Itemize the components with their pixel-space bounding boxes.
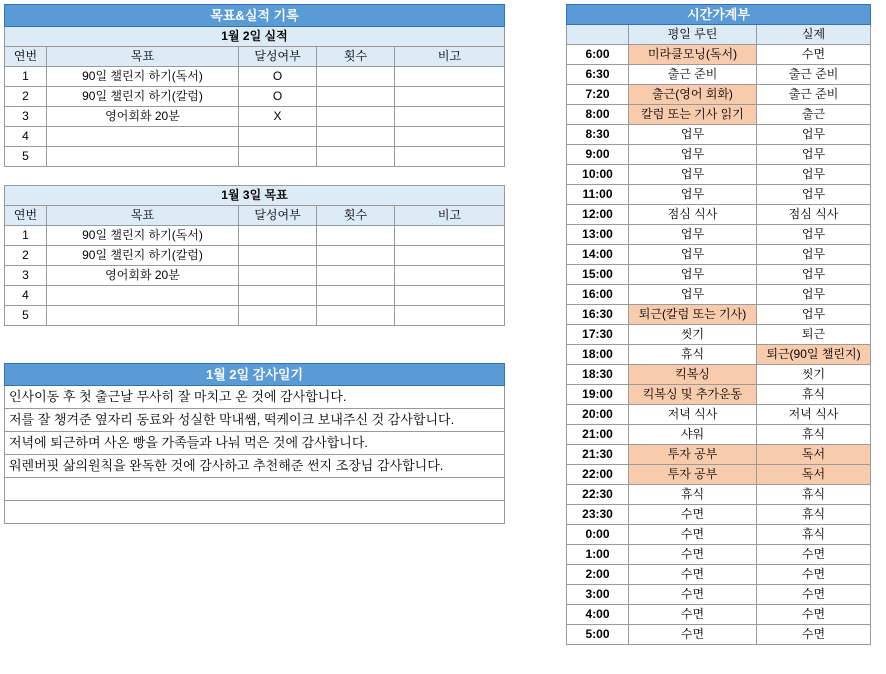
- cell-actual[interactable]: 퇴근: [757, 325, 871, 345]
- cell-routine[interactable]: 수면: [629, 505, 757, 525]
- diary-row[interactable]: [5, 478, 505, 501]
- cell-done[interactable]: [239, 147, 317, 167]
- cell-count[interactable]: [317, 67, 395, 87]
- cell-routine[interactable]: 미라클모닝(독서): [629, 45, 757, 65]
- cell-actual[interactable]: 수면: [757, 565, 871, 585]
- cell-actual[interactable]: 수면: [757, 545, 871, 565]
- cell-actual[interactable]: 저녁 식사: [757, 405, 871, 425]
- cell-goal[interactable]: 영어회화 20분: [47, 266, 239, 286]
- cell-time[interactable]: 5:00: [567, 625, 629, 645]
- cell-goal[interactable]: [47, 147, 239, 167]
- timetable-row[interactable]: [567, 565, 871, 585]
- cell-goal[interactable]: [47, 286, 239, 306]
- cell-actual[interactable]: 출근 준비: [757, 85, 871, 105]
- cell-actual[interactable]: 씻기: [757, 365, 871, 385]
- cell-routine[interactable]: 점심 식사: [629, 205, 757, 225]
- table-row[interactable]: [5, 266, 505, 286]
- cell-routine[interactable]: 업무: [629, 265, 757, 285]
- cell-actual[interactable]: 휴식: [757, 505, 871, 525]
- cell-routine[interactable]: 출근(영어 회화): [629, 85, 757, 105]
- goal-plan-header-row: [5, 206, 505, 226]
- timetable-title: 시간가계부: [567, 5, 871, 25]
- cell-routine[interactable]: 휴식: [629, 345, 757, 365]
- cell-no[interactable]: 2: [5, 87, 47, 107]
- cell-routine[interactable]: 킥복싱 및 추가운동: [629, 385, 757, 405]
- cell-no[interactable]: 5: [5, 147, 47, 167]
- cell-no[interactable]: 5: [5, 306, 47, 326]
- cell-memo[interactable]: [395, 87, 505, 107]
- cell-actual[interactable]: 출근: [757, 105, 871, 125]
- cell-actual[interactable]: 업무: [757, 265, 871, 285]
- cell-count[interactable]: [317, 226, 395, 246]
- cell-time[interactable]: 4:00: [567, 605, 629, 625]
- timetable-row[interactable]: [567, 205, 871, 225]
- cell-count[interactable]: [317, 306, 395, 326]
- column-header-goal: 목표: [47, 206, 239, 226]
- table-row[interactable]: [5, 306, 505, 326]
- diary-title: 1월 2일 감사일기: [5, 364, 505, 386]
- diary-row[interactable]: [5, 386, 505, 409]
- cell-actual[interactable]: 독서: [757, 465, 871, 485]
- cell-actual[interactable]: 휴식: [757, 485, 871, 505]
- cell-time[interactable]: 20:00: [567, 405, 629, 425]
- cell-time[interactable]: 6:30: [567, 65, 629, 85]
- cell-time[interactable]: 16:30: [567, 305, 629, 325]
- table-row[interactable]: [5, 67, 505, 87]
- cell-no[interactable]: 4: [5, 286, 47, 306]
- timetable-row[interactable]: [567, 445, 871, 465]
- cell-count[interactable]: [317, 266, 395, 286]
- cell-goal[interactable]: [47, 127, 239, 147]
- cell-routine[interactable]: 씻기: [629, 325, 757, 345]
- cell-routine[interactable]: 업무: [629, 125, 757, 145]
- cell-routine[interactable]: 퇴근(칼럼 또는 기사): [629, 305, 757, 325]
- cell-actual[interactable]: 업무: [757, 165, 871, 185]
- cell-routine[interactable]: 수면: [629, 585, 757, 605]
- timetable-row[interactable]: [567, 165, 871, 185]
- column-header-routine: 평일 루틴: [629, 25, 757, 45]
- cell-routine[interactable]: 업무: [629, 165, 757, 185]
- cell-routine[interactable]: 휴식: [629, 485, 757, 505]
- cell-time[interactable]: 1:00: [567, 545, 629, 565]
- timetable-row[interactable]: [567, 265, 871, 285]
- cell-time[interactable]: 10:00: [567, 165, 629, 185]
- timetable-row[interactable]: [567, 225, 871, 245]
- table-row[interactable]: [5, 286, 505, 306]
- cell-time[interactable]: 0:00: [567, 525, 629, 545]
- cell-time[interactable]: 15:00: [567, 265, 629, 285]
- timetable-row[interactable]: [567, 605, 871, 625]
- cell-memo[interactable]: [395, 67, 505, 87]
- cell-time[interactable]: 18:00: [567, 345, 629, 365]
- goal-record-section-title: 1월 2일 실적: [5, 27, 505, 47]
- timetable-row[interactable]: [567, 325, 871, 345]
- column-header-memo: 비고: [395, 47, 505, 67]
- cell-done[interactable]: [239, 246, 317, 266]
- column-header-no: 연번: [5, 47, 47, 67]
- cell-time[interactable]: 12:00: [567, 205, 629, 225]
- cell-time[interactable]: 3:00: [567, 585, 629, 605]
- table-row[interactable]: [5, 127, 505, 147]
- column-header-actual: 실제: [757, 25, 871, 45]
- cell-actual[interactable]: 수면: [757, 45, 871, 65]
- timetable-title-row: [567, 5, 871, 25]
- diary-line-text[interactable]: 저를 잘 챙겨준 옆자리 동료와 성실한 막내쌤, 떡케이크 보내주신 것 감사합니다.: [5, 409, 505, 432]
- cell-routine[interactable]: 수면: [629, 565, 757, 585]
- cell-actual[interactable]: 독서: [757, 445, 871, 465]
- diary-line-text[interactable]: 저녁에 퇴근하며 사온 빵을 가족들과 나눠 먹은 것에 감사합니다.: [5, 432, 505, 455]
- table-row[interactable]: [5, 87, 505, 107]
- timetable-row[interactable]: [567, 365, 871, 385]
- cell-time[interactable]: 16:00: [567, 285, 629, 305]
- timetable-row[interactable]: [567, 545, 871, 565]
- cell-memo[interactable]: [395, 246, 505, 266]
- diary-line-text[interactable]: 워렌버핏 삶의원칙을 완독한 것에 감사하고 추천해준 썬지 조장님 감사합니다.: [5, 455, 505, 478]
- cell-routine[interactable]: 업무: [629, 245, 757, 265]
- cell-time[interactable]: 2:00: [567, 565, 629, 585]
- timetable-row[interactable]: [567, 105, 871, 125]
- column-header-time: [567, 25, 629, 45]
- cell-routine[interactable]: 업무: [629, 185, 757, 205]
- cell-count[interactable]: [317, 147, 395, 167]
- cell-actual[interactable]: 휴식: [757, 525, 871, 545]
- cell-actual[interactable]: 업무: [757, 145, 871, 165]
- cell-memo[interactable]: [395, 266, 505, 286]
- timetable-row[interactable]: [567, 385, 871, 405]
- cell-done[interactable]: [239, 127, 317, 147]
- cell-done[interactable]: [239, 266, 317, 286]
- cell-time[interactable]: 22:00: [567, 465, 629, 485]
- cell-actual[interactable]: 휴식: [757, 425, 871, 445]
- cell-time[interactable]: 18:30: [567, 365, 629, 385]
- cell-goal[interactable]: 90일 챌린지 하기(독서): [47, 67, 239, 87]
- cell-actual[interactable]: 퇴근(90일 챌린지): [757, 345, 871, 365]
- cell-no[interactable]: 2: [5, 246, 47, 266]
- cell-actual[interactable]: 업무: [757, 225, 871, 245]
- goal-record-table: [4, 4, 505, 167]
- cell-actual[interactable]: 점심 식사: [757, 205, 871, 225]
- column-header-done: 달성여부: [239, 206, 317, 226]
- cell-actual[interactable]: 업무: [757, 185, 871, 205]
- column-header-memo: 비고: [395, 206, 505, 226]
- goal-plan-section-title: 1월 3일 목표: [5, 186, 505, 206]
- cell-time[interactable]: 22:30: [567, 485, 629, 505]
- cell-done[interactable]: [239, 286, 317, 306]
- table-row[interactable]: [5, 107, 505, 127]
- timetable-row[interactable]: [567, 405, 871, 425]
- timetable-row[interactable]: [567, 185, 871, 205]
- cell-routine[interactable]: 저녁 식사: [629, 405, 757, 425]
- cell-actual[interactable]: 수면: [757, 625, 871, 645]
- diary-line-text[interactable]: [5, 501, 505, 524]
- cell-time[interactable]: 21:30: [567, 445, 629, 465]
- timetable: [566, 4, 871, 645]
- cell-goal[interactable]: 90일 챌린지 하기(칼럼): [47, 87, 239, 107]
- gratitude-diary-table: [4, 363, 505, 524]
- goal-record-title-row: [5, 5, 505, 27]
- cell-routine[interactable]: 킥복싱: [629, 365, 757, 385]
- timetable-row[interactable]: [567, 285, 871, 305]
- cell-done[interactable]: [239, 226, 317, 246]
- cell-memo[interactable]: [395, 127, 505, 147]
- cell-routine[interactable]: 업무: [629, 225, 757, 245]
- cell-time[interactable]: 13:00: [567, 225, 629, 245]
- diary-row[interactable]: [5, 455, 505, 478]
- cell-no[interactable]: 1: [5, 67, 47, 87]
- cell-no[interactable]: 1: [5, 226, 47, 246]
- cell-routine[interactable]: 수면: [629, 605, 757, 625]
- cell-routine[interactable]: 칼럼 또는 기사 읽기: [629, 105, 757, 125]
- column-header-count: 횟수: [317, 47, 395, 67]
- timetable-row[interactable]: [567, 305, 871, 325]
- timetable-row[interactable]: [567, 525, 871, 545]
- cell-done[interactable]: X: [239, 107, 317, 127]
- cell-memo[interactable]: [395, 286, 505, 306]
- cell-actual[interactable]: 업무: [757, 285, 871, 305]
- timetable-row[interactable]: [567, 465, 871, 485]
- goal-record-title: 목표&실적 기록: [5, 5, 505, 27]
- timetable-header-row: [567, 25, 871, 45]
- cell-time[interactable]: 7:20: [567, 85, 629, 105]
- cell-routine[interactable]: 수면: [629, 545, 757, 565]
- cell-no[interactable]: 3: [5, 266, 47, 286]
- timetable-row[interactable]: [567, 625, 871, 645]
- timetable-row[interactable]: [567, 65, 871, 85]
- diary-row[interactable]: [5, 432, 505, 455]
- timetable-row[interactable]: [567, 245, 871, 265]
- column-header-goal: 목표: [47, 47, 239, 67]
- cell-memo[interactable]: [395, 306, 505, 326]
- cell-routine[interactable]: 샤워: [629, 425, 757, 445]
- cell-time[interactable]: 8:00: [567, 105, 629, 125]
- cell-routine[interactable]: 업무: [629, 145, 757, 165]
- column-header-no: 연번: [5, 206, 47, 226]
- column-header-done: 달성여부: [239, 47, 317, 67]
- cell-actual[interactable]: 휴식: [757, 385, 871, 405]
- table-row[interactable]: [5, 246, 505, 266]
- goal-record-header-row: [5, 47, 505, 67]
- cell-actual[interactable]: 업무: [757, 125, 871, 145]
- goal-record-section-row: [5, 27, 505, 47]
- cell-time[interactable]: 8:30: [567, 125, 629, 145]
- timetable-row[interactable]: [567, 585, 871, 605]
- cell-memo[interactable]: [395, 107, 505, 127]
- cell-done[interactable]: O: [239, 67, 317, 87]
- table-row[interactable]: [5, 147, 505, 167]
- cell-memo[interactable]: [395, 226, 505, 246]
- diary-title-row: [5, 364, 505, 386]
- table-row[interactable]: [5, 226, 505, 246]
- cell-count[interactable]: [317, 127, 395, 147]
- cell-time[interactable]: 19:00: [567, 385, 629, 405]
- cell-count[interactable]: [317, 286, 395, 306]
- timetable-row[interactable]: [567, 125, 871, 145]
- diary-row[interactable]: [5, 501, 505, 524]
- column-header-count: 횟수: [317, 206, 395, 226]
- diary-line-text[interactable]: 인사이동 후 첫 출근날 무사히 잘 마치고 온 것에 감사합니다.: [5, 386, 505, 409]
- cell-actual[interactable]: 업무: [757, 305, 871, 325]
- timetable-row[interactable]: [567, 85, 871, 105]
- cell-routine[interactable]: 수면: [629, 625, 757, 645]
- cell-actual[interactable]: 출근 준비: [757, 65, 871, 85]
- cell-routine[interactable]: 수면: [629, 525, 757, 545]
- cell-no[interactable]: 4: [5, 127, 47, 147]
- cell-goal[interactable]: 90일 챌린지 하기(독서): [47, 226, 239, 246]
- cell-routine[interactable]: 출근 준비: [629, 65, 757, 85]
- timetable-row[interactable]: [567, 425, 871, 445]
- cell-time[interactable]: 9:00: [567, 145, 629, 165]
- cell-actual[interactable]: 수면: [757, 605, 871, 625]
- timetable-row[interactable]: [567, 345, 871, 365]
- cell-goal[interactable]: [47, 306, 239, 326]
- timetable-row[interactable]: [567, 505, 871, 525]
- cell-memo[interactable]: [395, 147, 505, 167]
- cell-time[interactable]: 14:00: [567, 245, 629, 265]
- cell-no[interactable]: 3: [5, 107, 47, 127]
- cell-done[interactable]: O: [239, 87, 317, 107]
- cell-time[interactable]: 17:30: [567, 325, 629, 345]
- cell-actual[interactable]: 업무: [757, 245, 871, 265]
- diary-row[interactable]: [5, 409, 505, 432]
- cell-time[interactable]: 11:00: [567, 185, 629, 205]
- timetable-row[interactable]: [567, 45, 871, 65]
- cell-routine[interactable]: 업무: [629, 285, 757, 305]
- cell-time[interactable]: 23:30: [567, 505, 629, 525]
- goal-plan-table: [4, 185, 505, 326]
- diary-line-text[interactable]: [5, 478, 505, 501]
- cell-routine[interactable]: 투자 공부: [629, 445, 757, 465]
- cell-routine[interactable]: 투자 공부: [629, 465, 757, 485]
- cell-count[interactable]: [317, 107, 395, 127]
- goal-plan-section-row: [5, 186, 505, 206]
- cell-goal[interactable]: 영어회화 20분: [47, 107, 239, 127]
- cell-time[interactable]: 21:00: [567, 425, 629, 445]
- timetable-row[interactable]: [567, 145, 871, 165]
- cell-count[interactable]: [317, 246, 395, 266]
- cell-time[interactable]: 6:00: [567, 45, 629, 65]
- cell-goal[interactable]: 90일 챌린지 하기(칼럼): [47, 246, 239, 266]
- cell-actual[interactable]: 수면: [757, 585, 871, 605]
- timetable-row[interactable]: [567, 485, 871, 505]
- cell-done[interactable]: [239, 306, 317, 326]
- cell-count[interactable]: [317, 87, 395, 107]
